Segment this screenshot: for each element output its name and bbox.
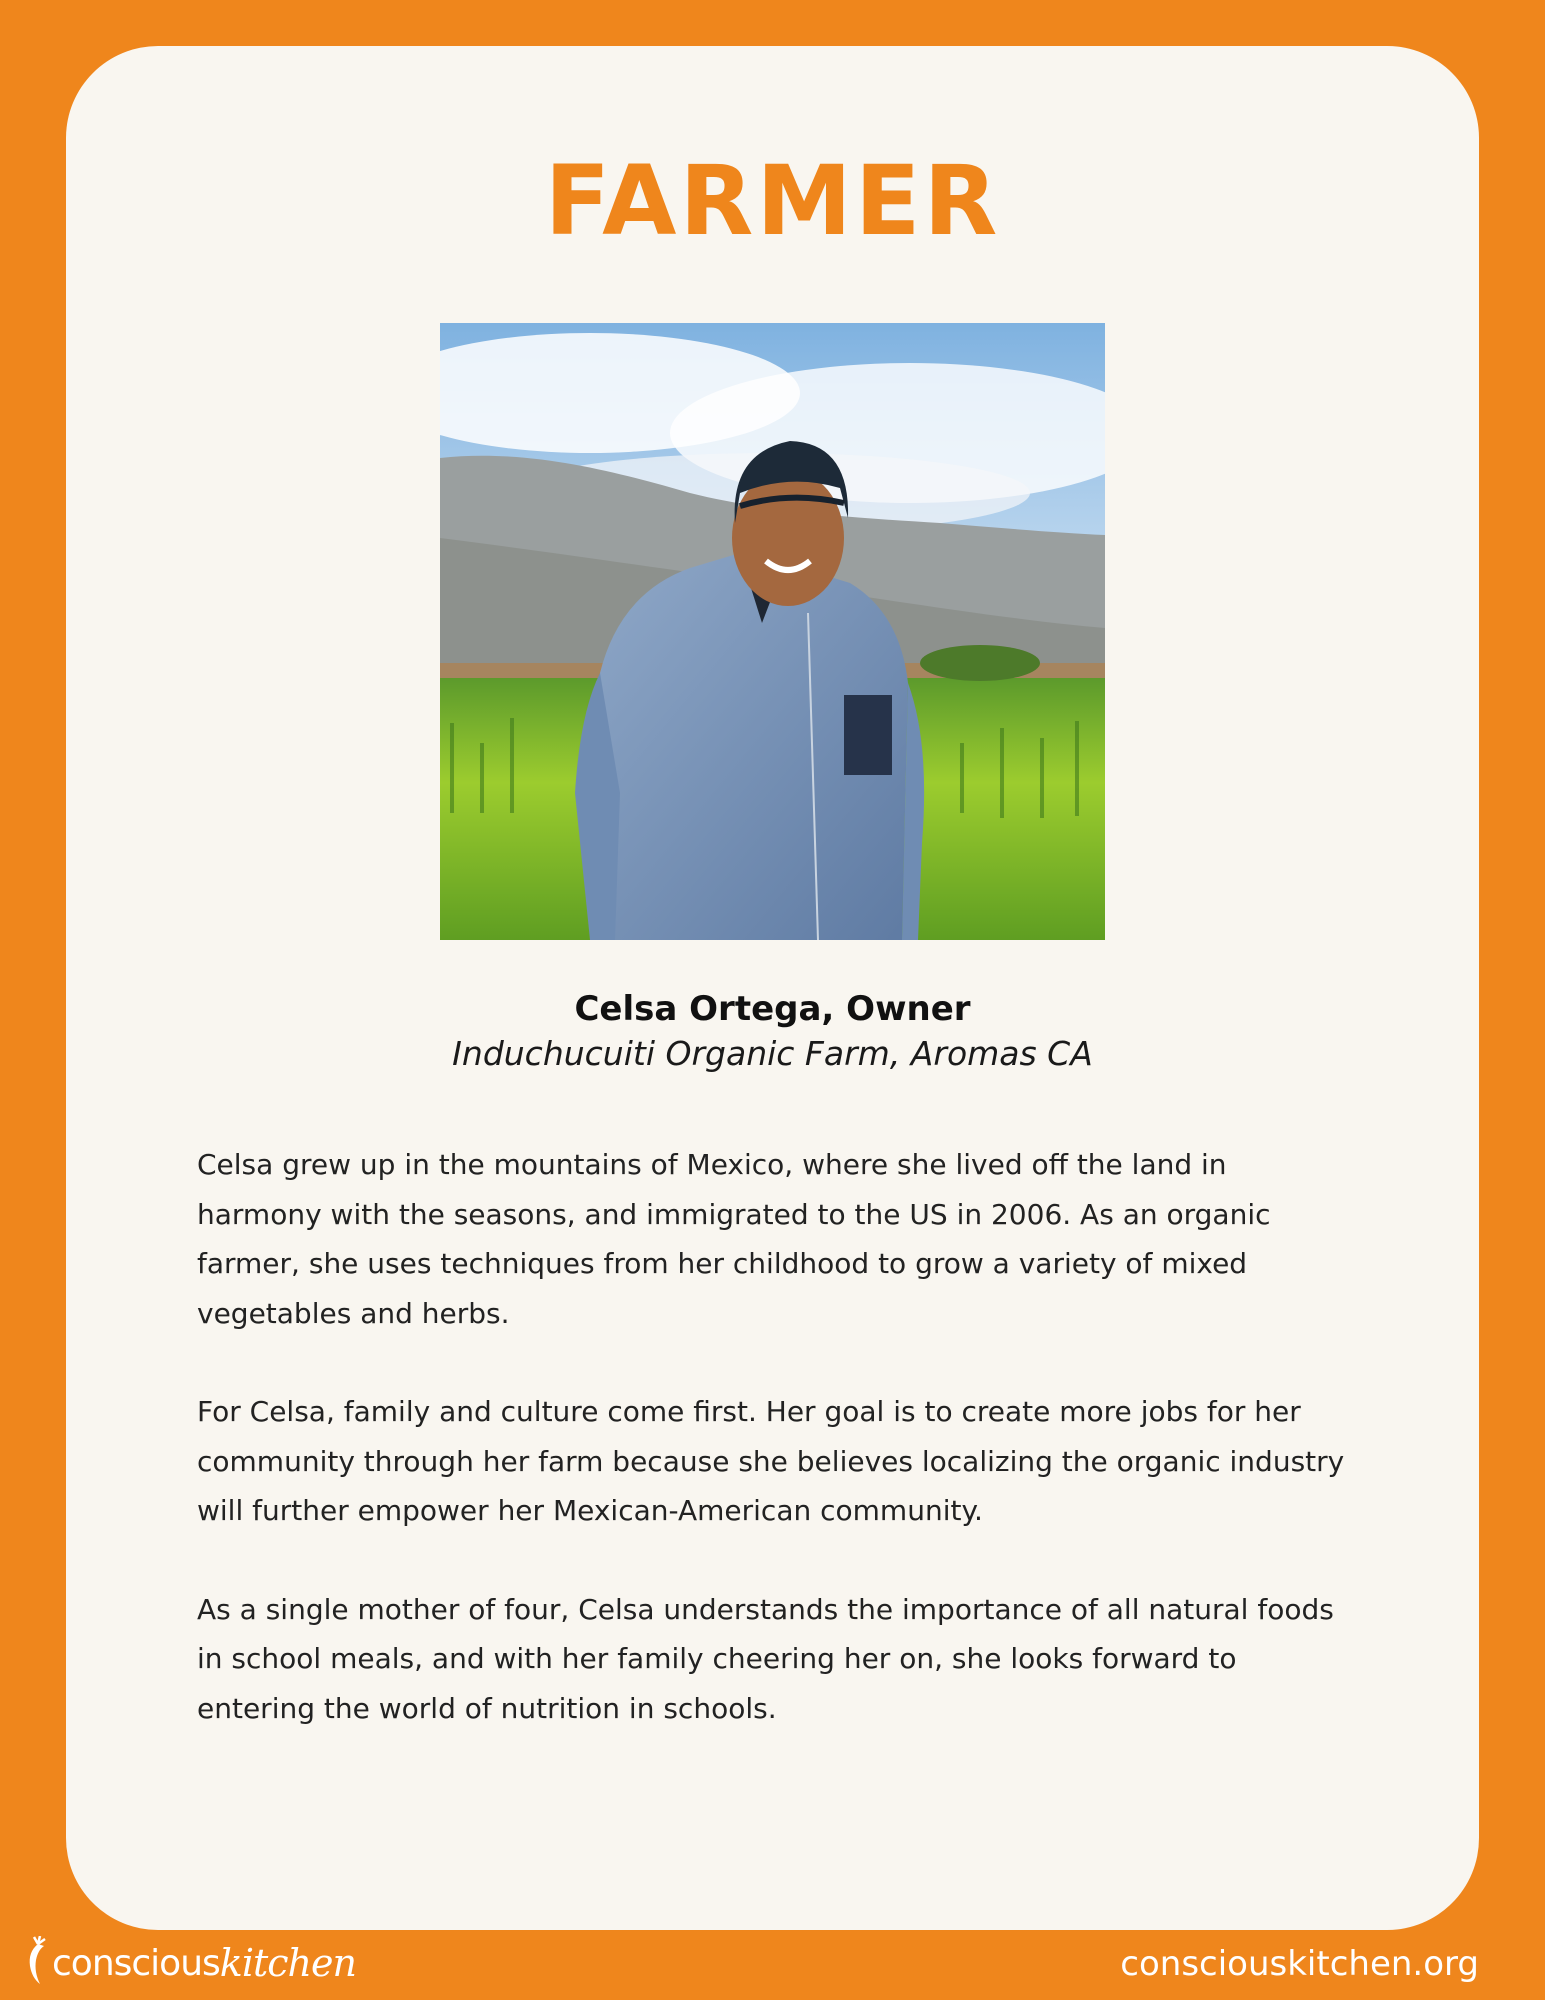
farm-name: Induchucuiti Organic Farm, Aromas CA	[452, 1034, 1093, 1073]
bio-section	[197, 1140, 1347, 1782]
conscious-kitchen-logo[interactable]	[24, 1935, 356, 1991]
logo-text-conscious: conscious	[52, 1942, 220, 1984]
bio-paragraph: For Celsa, family and culture come first. Her goal is to create more jobs for her community through her farm because she believes localizing the organic industry will further empower her Mexican-American community.	[197, 1395, 1345, 1527]
page-title: FARMER	[544, 145, 1001, 257]
farmer-photo	[440, 323, 1105, 940]
logo-text-kitchen: kitchen	[219, 1941, 356, 1985]
website-link[interactable]: consciouskitchen.org	[1120, 1944, 1479, 1984]
bio-paragraph: As a single mother of four, Celsa understands the importance of all natural foods in school meals, and with her family cheering her on, she looks forward to entering the world of nutrition in schools.	[197, 1592, 1334, 1725]
carrot-icon	[24, 1936, 50, 1990]
bio-paragraph: Celsa grew up in the mountains of Mexico, where she lived off the land in harmony with the seasons, and immigrated to the US in 2006. As an organic farmer, she uses techniques from her childhood to grow a variety of mixed vegetables and herbs.	[197, 1148, 1271, 1330]
farmer-name: Celsa Ortega, Owner	[574, 989, 971, 1029]
